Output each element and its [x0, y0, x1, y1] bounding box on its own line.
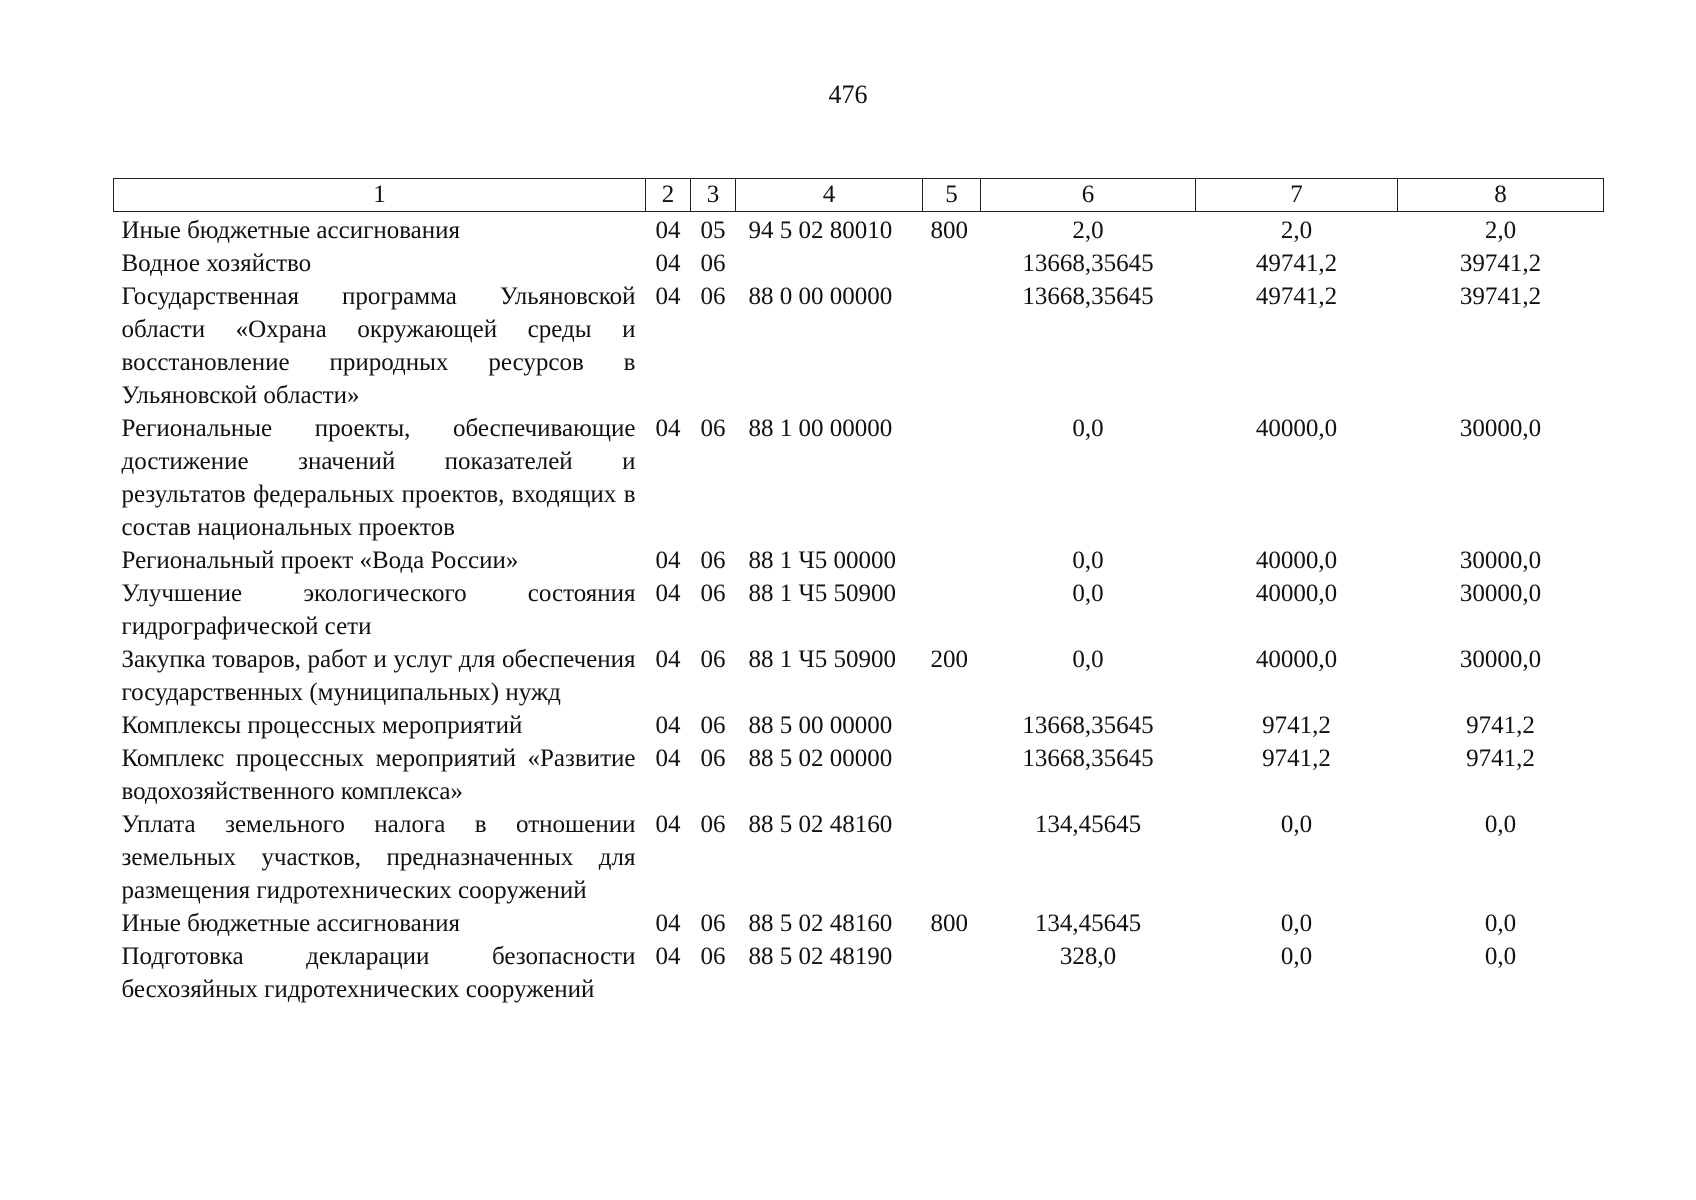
row-amount-col8: 0,0 — [1484, 811, 1517, 838]
table-row — [114, 577, 1604, 643]
row-amount-col8: 0,0 — [1484, 910, 1517, 937]
row-expense-type: 200 — [930, 646, 968, 673]
table-row — [114, 212, 1604, 248]
row-expense-type: 800 — [930, 217, 968, 244]
row-expense-type: 800 — [930, 910, 968, 937]
row-section: 04 — [655, 811, 681, 838]
table-row — [114, 742, 1604, 808]
row-expense-type — [923, 709, 981, 742]
row-amount-col6: 13668,35645 — [1022, 745, 1154, 772]
row-amount-col6: 134,45645 — [1034, 910, 1142, 937]
table-row — [114, 280, 1604, 412]
table-row — [114, 247, 1604, 280]
row-amount-col6: 13668,35645 — [1022, 712, 1154, 739]
row-subsection: 06 — [700, 415, 726, 442]
row-name: Уплата земельного налога в отношении земельных участков, предназначенных для размещения гидротехнических сооружений — [121, 811, 636, 904]
row-expense-type — [923, 247, 981, 280]
row-amount-col6: 0,0 — [1072, 415, 1104, 442]
row-amount-col7: 49741,2 — [1255, 283, 1338, 310]
row-amount-col6: 328,0 — [1059, 943, 1117, 970]
row-target-article: 88 5 02 48160 — [748, 811, 893, 838]
row-section: 04 — [655, 745, 681, 772]
row-expense-type — [923, 808, 981, 907]
row-target-article: 88 1 Ч5 50900 — [748, 580, 896, 607]
row-target-article: 94 5 02 80010 — [748, 217, 893, 244]
row-expense-type — [923, 940, 981, 1006]
row-amount-col8: 39741,2 — [1459, 250, 1542, 277]
row-amount-col8: 39741,2 — [1459, 283, 1542, 310]
row-target-article: 88 5 02 48190 — [748, 943, 893, 970]
row-name: Региональные проекты, обеспечивающие достижение значений показателей и результатов федеральных проектов, входящих в состав национальных проектов — [121, 415, 636, 541]
row-amount-col7: 0,0 — [1280, 910, 1313, 937]
row-expense-type — [923, 742, 981, 808]
row-amount-col8: 30000,0 — [1459, 415, 1542, 442]
row-subsection: 06 — [700, 646, 726, 673]
row-amount-col6: 134,45645 — [1034, 811, 1142, 838]
row-subsection: 05 — [700, 217, 726, 244]
row-section: 04 — [655, 250, 681, 277]
row-name: Комплекс процессных мероприятий «Развитие водохозяйственного комплекса» — [121, 745, 636, 805]
row-target-article: 88 5 00 00000 — [748, 712, 893, 739]
row-name: Комплексы процессных мероприятий — [121, 712, 523, 739]
row-amount-col6: 13668,35645 — [1022, 283, 1154, 310]
row-amount-col6: 13668,35645 — [1022, 250, 1154, 277]
table-header — [114, 179, 1604, 212]
row-amount-col7: 40000,0 — [1255, 646, 1338, 673]
header-row — [114, 179, 1604, 212]
row-subsection: 06 — [700, 283, 726, 310]
column-header-6: 6 — [981, 179, 1196, 212]
row-amount-col7: 9741,2 — [1262, 745, 1331, 772]
row-amount-col8: 30000,0 — [1459, 580, 1542, 607]
row-target-article: 88 1 Ч5 00000 — [748, 547, 896, 574]
row-section: 04 — [655, 415, 681, 442]
row-amount-col7: 0,0 — [1280, 811, 1313, 838]
row-name: Подготовка декларации безопасности бесхозяйных гидротехнических сооружений — [121, 943, 636, 1003]
row-expense-type — [923, 577, 981, 643]
row-subsection: 06 — [700, 811, 726, 838]
row-amount-col8: 2,0 — [1484, 217, 1517, 244]
row-name: Водное хозяйство — [121, 250, 312, 277]
row-subsection: 06 — [700, 943, 726, 970]
row-amount-col7: 2,0 — [1280, 217, 1313, 244]
row-expense-type — [923, 412, 981, 544]
row-expense-type — [923, 544, 981, 577]
row-target-article: 88 5 02 00000 — [748, 745, 893, 772]
table-row — [114, 412, 1604, 544]
row-section: 04 — [655, 712, 681, 739]
row-amount-col7: 0,0 — [1280, 943, 1313, 970]
column-header-8: 8 — [1398, 179, 1604, 212]
table-row — [114, 544, 1604, 577]
row-name: Иные бюджетные ассигнования — [121, 217, 461, 244]
row-amount-col6: 0,0 — [1072, 580, 1104, 607]
budget-table — [113, 178, 1604, 1006]
row-amount-col8: 30000,0 — [1459, 547, 1542, 574]
table-row — [114, 643, 1604, 709]
row-name: Иные бюджетные ассигнования — [121, 910, 461, 937]
row-section: 04 — [655, 646, 681, 673]
row-amount-col7: 9741,2 — [1262, 712, 1331, 739]
row-section: 04 — [655, 943, 681, 970]
column-header-3: 3 — [691, 179, 736, 212]
table-row — [114, 808, 1604, 907]
row-amount-col7: 40000,0 — [1255, 547, 1338, 574]
row-target-article: 88 1 00 00000 — [748, 415, 893, 442]
row-amount-col8: 30000,0 — [1459, 646, 1542, 673]
row-subsection: 06 — [700, 250, 726, 277]
row-subsection: 06 — [700, 547, 726, 574]
row-section: 04 — [655, 910, 681, 937]
row-subsection: 06 — [700, 580, 726, 607]
column-header-1: 1 — [114, 179, 646, 212]
row-amount-col7: 40000,0 — [1255, 580, 1338, 607]
row-subsection: 06 — [700, 712, 726, 739]
row-amount-col8: 0,0 — [1484, 943, 1517, 970]
row-target-article: 88 0 00 00000 — [748, 283, 893, 310]
row-name: Государственная программа Ульяновской области «Охрана окружающей среды и восстановление природных ресурсов в Ульяновской области» — [121, 283, 636, 409]
table-row — [114, 907, 1604, 940]
column-header-7: 7 — [1196, 179, 1398, 212]
row-section: 04 — [655, 217, 681, 244]
column-header-5: 5 — [923, 179, 981, 212]
row-amount-col6: 2,0 — [1072, 217, 1104, 244]
column-header-2: 2 — [646, 179, 691, 212]
table-row — [114, 709, 1604, 742]
row-amount-col6: 0,0 — [1072, 646, 1104, 673]
row-subsection: 06 — [700, 910, 726, 937]
row-section: 04 — [655, 580, 681, 607]
row-expense-type — [923, 280, 981, 412]
row-section: 04 — [655, 283, 681, 310]
row-target-article: 88 1 Ч5 50900 — [748, 646, 896, 673]
row-section: 04 — [655, 547, 681, 574]
row-amount-col8: 9741,2 — [1466, 745, 1535, 772]
row-amount-col6: 0,0 — [1072, 547, 1104, 574]
column-header-4: 4 — [736, 179, 923, 212]
table-row — [114, 940, 1604, 1006]
row-name: Закупка товаров, работ и услуг для обеспечения государственных (муниципальных) нужд — [121, 646, 636, 706]
page-number: 476 — [828, 80, 868, 109]
row-amount-col8: 9741,2 — [1466, 712, 1535, 739]
row-target-article — [736, 247, 923, 280]
row-name: Улучшение экологического состояния гидрографической сети — [121, 580, 636, 640]
table-body — [114, 212, 1604, 1007]
row-amount-col7: 49741,2 — [1255, 250, 1338, 277]
row-name: Региональный проект «Вода России» — [121, 547, 519, 574]
row-amount-col7: 40000,0 — [1255, 415, 1338, 442]
row-target-article: 88 5 02 48160 — [748, 910, 893, 937]
row-subsection: 06 — [700, 745, 726, 772]
